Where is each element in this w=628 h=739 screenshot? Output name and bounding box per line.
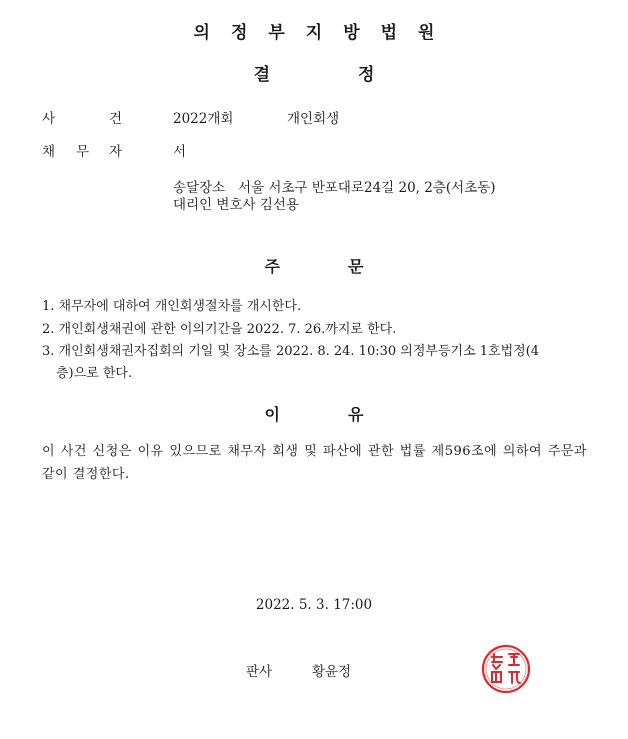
- case-label-char-1: 사: [42, 111, 56, 127]
- debtor-label-char-1: 채: [42, 144, 56, 160]
- order-item-1: 1. 채무자에 대하여 개인회생절차를 개시한다.: [42, 299, 302, 314]
- order-item-3: 3. 개인회생채권자집회의 기일 및 장소를 2022. 8. 24. 10:30 의정부등기소 1호법정(4: [42, 344, 540, 359]
- case-label-char-2: 건: [109, 111, 123, 127]
- decision-date: 2022. 5. 3. 17:00: [255, 597, 373, 613]
- reason-section-title: [0, 402, 628, 425]
- reason-text: 이 사건 신청은 이유 있으므로 채무자 회생 및 파산에 관한 법률 제596조에 의하여 주문과 같이 결정한다.: [42, 444, 587, 482]
- reason-title-char-2: 유: [348, 405, 364, 424]
- order-item-3-continued: 층)으로 한다.: [56, 366, 133, 381]
- debtor-agent: 대리인 변호사 김선용: [173, 197, 299, 213]
- debtor-label-char-3: 자: [109, 144, 123, 160]
- order-title-char-1: 주: [264, 257, 280, 276]
- debtor-address: 송달장소 서울 서초구 반포대로24길 20, 2층(서초동): [173, 180, 496, 196]
- debtor-name: 서: [173, 144, 187, 160]
- judge-name: 황윤정: [312, 664, 352, 680]
- document-title-char-1: 결: [253, 65, 270, 85]
- order-title-char-2: 문: [348, 257, 364, 276]
- debtor-label-char-2: 무: [76, 144, 90, 160]
- case-number: 2022개회: [173, 111, 234, 127]
- judge-seal-icon: [480, 643, 532, 695]
- order-item-2: 2. 개인회생채권에 관한 이의기간을 2022. 7. 26.까지로 한다.: [42, 322, 397, 337]
- order-section-title: [0, 254, 628, 277]
- reason-title-char-1: 이: [264, 405, 280, 424]
- court-name: 의정부지방법원: [193, 23, 456, 43]
- judge-title: 판사: [246, 664, 273, 680]
- document-title: [0, 60, 628, 85]
- document-title-char-2: 정: [358, 65, 375, 85]
- case-type: 개인회생: [287, 111, 340, 127]
